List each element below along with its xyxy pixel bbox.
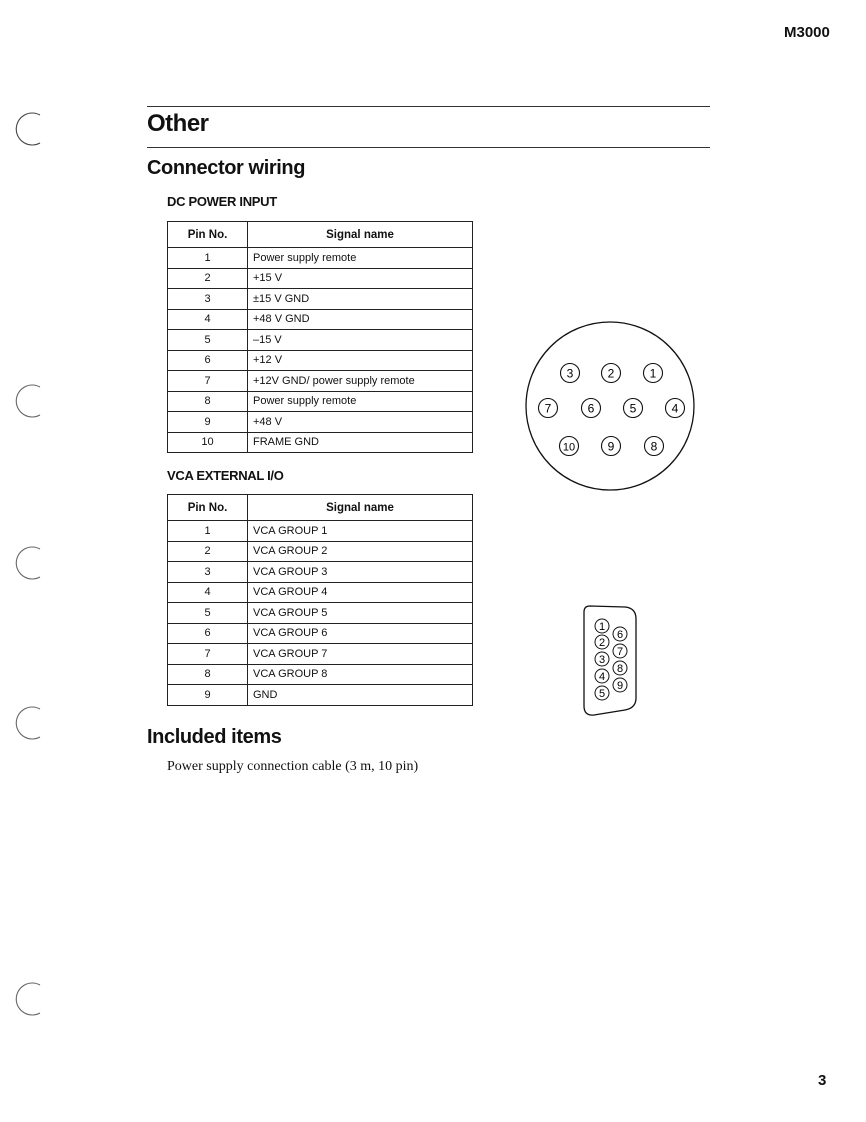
svg-text:8: 8 [650,439,658,454]
connector-pin [595,652,609,666]
table-header-row [168,222,473,248]
svg-text:1: 1 [598,621,606,633]
pin-number: 7 [168,371,248,392]
connector-pin [644,364,663,383]
pin-number: 6 [168,350,248,371]
top-rule [147,106,710,107]
table-row [168,582,473,603]
table-row [168,309,473,330]
connector-pin [602,364,621,383]
table-row [168,330,473,351]
svg-text:2: 2 [598,637,606,649]
signal-name: –15 V [248,330,473,351]
signal-name: VCA GROUP 7 [248,644,473,665]
signal-name: +12V GND/ power supply remote [248,371,473,392]
table-row [168,432,473,453]
dsub-shell [584,606,636,715]
signal-name: ±15 V GND [248,289,473,310]
svg-text:2: 2 [607,366,615,381]
model-name: M3000 [784,24,830,41]
table-row [168,664,473,685]
svg-text:3: 3 [566,366,574,381]
svg-text:4: 4 [671,401,679,416]
svg-text:7: 7 [616,646,624,658]
signal-name: Power supply remote [248,391,473,412]
connector-pin [595,635,609,649]
connector-pin [595,619,609,633]
pin-number: 5 [168,330,248,351]
binder-hole-mark [16,547,40,579]
table-row [168,562,473,583]
dc-power-input-heading: DC POWER INPUT [167,194,277,209]
signal-name: +48 V [248,412,473,433]
signal-name: +48 V GND [248,309,473,330]
connector-pin [645,437,664,456]
signal-name: VCA GROUP 8 [248,664,473,685]
signal-name: GND [248,685,473,706]
table-row [168,268,473,289]
binder-hole-mark [16,113,40,145]
signal-name: FRAME GND [248,432,473,453]
connector-pin [613,627,627,641]
connector-pin [539,399,558,418]
table-row [168,623,473,644]
table-row [168,685,473,706]
page-number: 3 [818,1072,827,1089]
page-title: Other [147,110,209,137]
pin-number: 9 [168,412,248,433]
table-row [168,289,473,310]
signal-name: VCA GROUP 5 [248,603,473,624]
col-signal-name: Signal name [248,495,473,521]
pin-number: 1 [168,248,248,269]
pin-number: 3 [168,562,248,583]
connector-pin [613,644,627,658]
pin-number: 8 [168,664,248,685]
connector-pin [613,678,627,692]
signal-name: VCA GROUP 4 [248,582,473,603]
pin-number: 5 [168,603,248,624]
signal-name: VCA GROUP 1 [248,521,473,542]
signal-name: +12 V [248,350,473,371]
table-header-row [168,495,473,521]
signal-name: VCA GROUP 6 [248,623,473,644]
pin-number: 6 [168,623,248,644]
col-pin-no: Pin No. [168,495,248,521]
connector-pin [666,399,685,418]
signal-name: +15 V [248,268,473,289]
connector-pin [561,364,580,383]
pin-number: 7 [168,644,248,665]
pin-number: 4 [168,309,248,330]
connector-pin [560,437,579,456]
svg-text:6: 6 [616,629,624,641]
svg-text:6: 6 [587,401,595,416]
svg-text:4: 4 [598,671,606,683]
connector-pin [595,686,609,700]
binder-hole-mark [16,707,40,739]
connector-pin [595,669,609,683]
section-title-included-items: Included items [147,726,282,748]
svg-text:9: 9 [616,680,624,692]
title-rule [147,147,710,148]
vca-table [167,494,473,706]
table-row [168,521,473,542]
table-row [168,248,473,269]
table-row [168,412,473,433]
svg-text:3: 3 [598,654,606,666]
pin-number: 1 [168,521,248,542]
svg-text:9: 9 [607,439,615,454]
svg-text:5: 5 [598,688,606,700]
table-row [168,644,473,665]
signal-name: Power supply remote [248,248,473,269]
svg-text:7: 7 [544,401,552,416]
col-signal-name: Signal name [248,222,473,248]
table-row [168,350,473,371]
svg-text:5: 5 [629,401,637,416]
svg-text:10: 10 [562,441,576,454]
signal-name: VCA GROUP 2 [248,541,473,562]
binder-hole-mark [16,385,40,417]
svg-text:8: 8 [616,663,624,675]
pin-number: 10 [168,432,248,453]
table-row [168,603,473,624]
pin-number: 2 [168,268,248,289]
vca-connector-diagram [580,602,642,720]
connector-pin [624,399,643,418]
pin-number: 3 [168,289,248,310]
col-pin-no: Pin No. [168,222,248,248]
signal-name: VCA GROUP 3 [248,562,473,583]
connector-pin [613,661,627,675]
binder-hole-mark [16,983,40,1015]
connector-pin [582,399,601,418]
table-row [168,541,473,562]
connector-pin [602,437,621,456]
table-row [168,371,473,392]
dc-power-table [167,221,473,453]
pin-number: 9 [168,685,248,706]
svg-text:1: 1 [649,366,657,381]
section-title-connector-wiring: Connector wiring [147,157,306,179]
pin-number: 8 [168,391,248,412]
table-row [168,391,473,412]
pin-number: 2 [168,541,248,562]
pin-number: 4 [168,582,248,603]
vca-external-io-heading: VCA EXTERNAL I/O [167,468,284,483]
binder-hole-marks [0,0,60,1122]
dc-power-connector-diagram [523,322,703,492]
included-items-text: Power supply connection cable (3 m, 10 pin) [167,759,419,774]
